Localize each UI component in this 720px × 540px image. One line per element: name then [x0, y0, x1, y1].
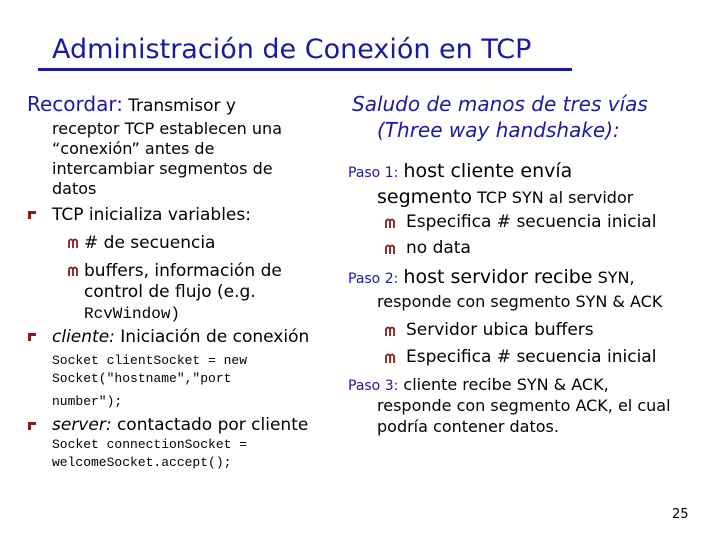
- paso2-line: [348, 266, 635, 288]
- m-bullet-icon: [385, 218, 397, 228]
- server-text: contactado por cliente: [116, 415, 309, 435]
- sub-buffers-0: buffers, información de: [84, 261, 282, 281]
- recordar-text: Transmisor y: [128, 96, 236, 116]
- paso2-line2: responde con segmento SYN & ACK: [377, 292, 663, 311]
- sub-buffers-1: control de flujo (e.g.: [84, 282, 256, 302]
- code-server-1: welcomeSocket.accept();: [52, 455, 232, 470]
- paso3-label: Paso 3:: [348, 378, 399, 394]
- paso1-segmento: segmento: [377, 186, 472, 208]
- recordar-label: Recordar:: [27, 92, 123, 116]
- paso2-sub1: Servidor ubica buffers: [406, 320, 594, 340]
- paso1-text: host cliente envía: [403, 160, 573, 182]
- slide-title: Administración de Conexión en TCP: [52, 34, 532, 65]
- paso3-line3: podría contener datos.: [377, 417, 559, 436]
- tcp-init-item: TCP inicializa variables:: [52, 205, 251, 225]
- recordar-cont-2: intercambiar segmentos de: [52, 159, 273, 178]
- paso2-syn: SYN,: [597, 268, 635, 287]
- m-bullet-icon: [68, 266, 80, 276]
- handshake-heading-1: Saludo de manos de tres vías: [352, 92, 648, 116]
- sub-secuencia: # de secuencia: [84, 233, 216, 253]
- m-bullet-icon: [385, 244, 397, 254]
- paso3-line: [348, 375, 609, 394]
- code-server-0: Socket connectionSocket =: [52, 437, 248, 452]
- code-client-2: number");: [52, 394, 123, 409]
- cliente-item: [52, 327, 309, 347]
- rcvwindow: RcvWindow): [84, 305, 181, 323]
- m-bullet-icon: [385, 326, 397, 336]
- m-bullet-icon: [68, 238, 80, 248]
- code-client-1: Socket("hostname","port: [52, 371, 232, 386]
- paso2-sub2: Especifica # secuencia inicial: [406, 347, 657, 367]
- paso1-sub2: no data: [406, 238, 471, 258]
- recordar-cont-3: datos: [52, 179, 97, 198]
- paso1-line2: [377, 186, 633, 208]
- flag-bullet-icon: [27, 332, 37, 341]
- paso3-text: cliente recibe SYN & ACK,: [403, 375, 609, 394]
- paso1-syn: TCP SYN al servidor: [477, 188, 634, 207]
- paso1-line: [348, 160, 572, 182]
- flag-bullet-icon: [27, 421, 37, 430]
- paso3-line2: responde con segmento ACK, el cual: [377, 396, 671, 415]
- paso2-text: host servidor recibe: [403, 266, 593, 288]
- page-number: 25: [672, 507, 689, 522]
- cliente-text: Iniciación de conexión: [120, 327, 310, 347]
- paso1-sub1: Especifica # secuencia inicial: [406, 212, 657, 232]
- recordar-cont-1: “conexión” antes de: [52, 139, 215, 158]
- title-underline: [38, 68, 572, 71]
- m-bullet-icon: [385, 353, 397, 363]
- server-label: server:: [52, 415, 112, 435]
- paso2-label: Paso 2:: [348, 271, 399, 287]
- server-item: [52, 415, 308, 435]
- recordar-cont-0: receptor TCP establecen una: [52, 119, 282, 138]
- code-client-0: Socket clientSocket = new: [52, 353, 248, 368]
- cliente-label: cliente:: [52, 327, 115, 347]
- handshake-heading-2: (Three way handshake):: [377, 118, 620, 142]
- recordar-line: [27, 92, 236, 116]
- paso1-label: Paso 1:: [348, 165, 399, 181]
- flag-bullet-icon: [27, 210, 37, 219]
